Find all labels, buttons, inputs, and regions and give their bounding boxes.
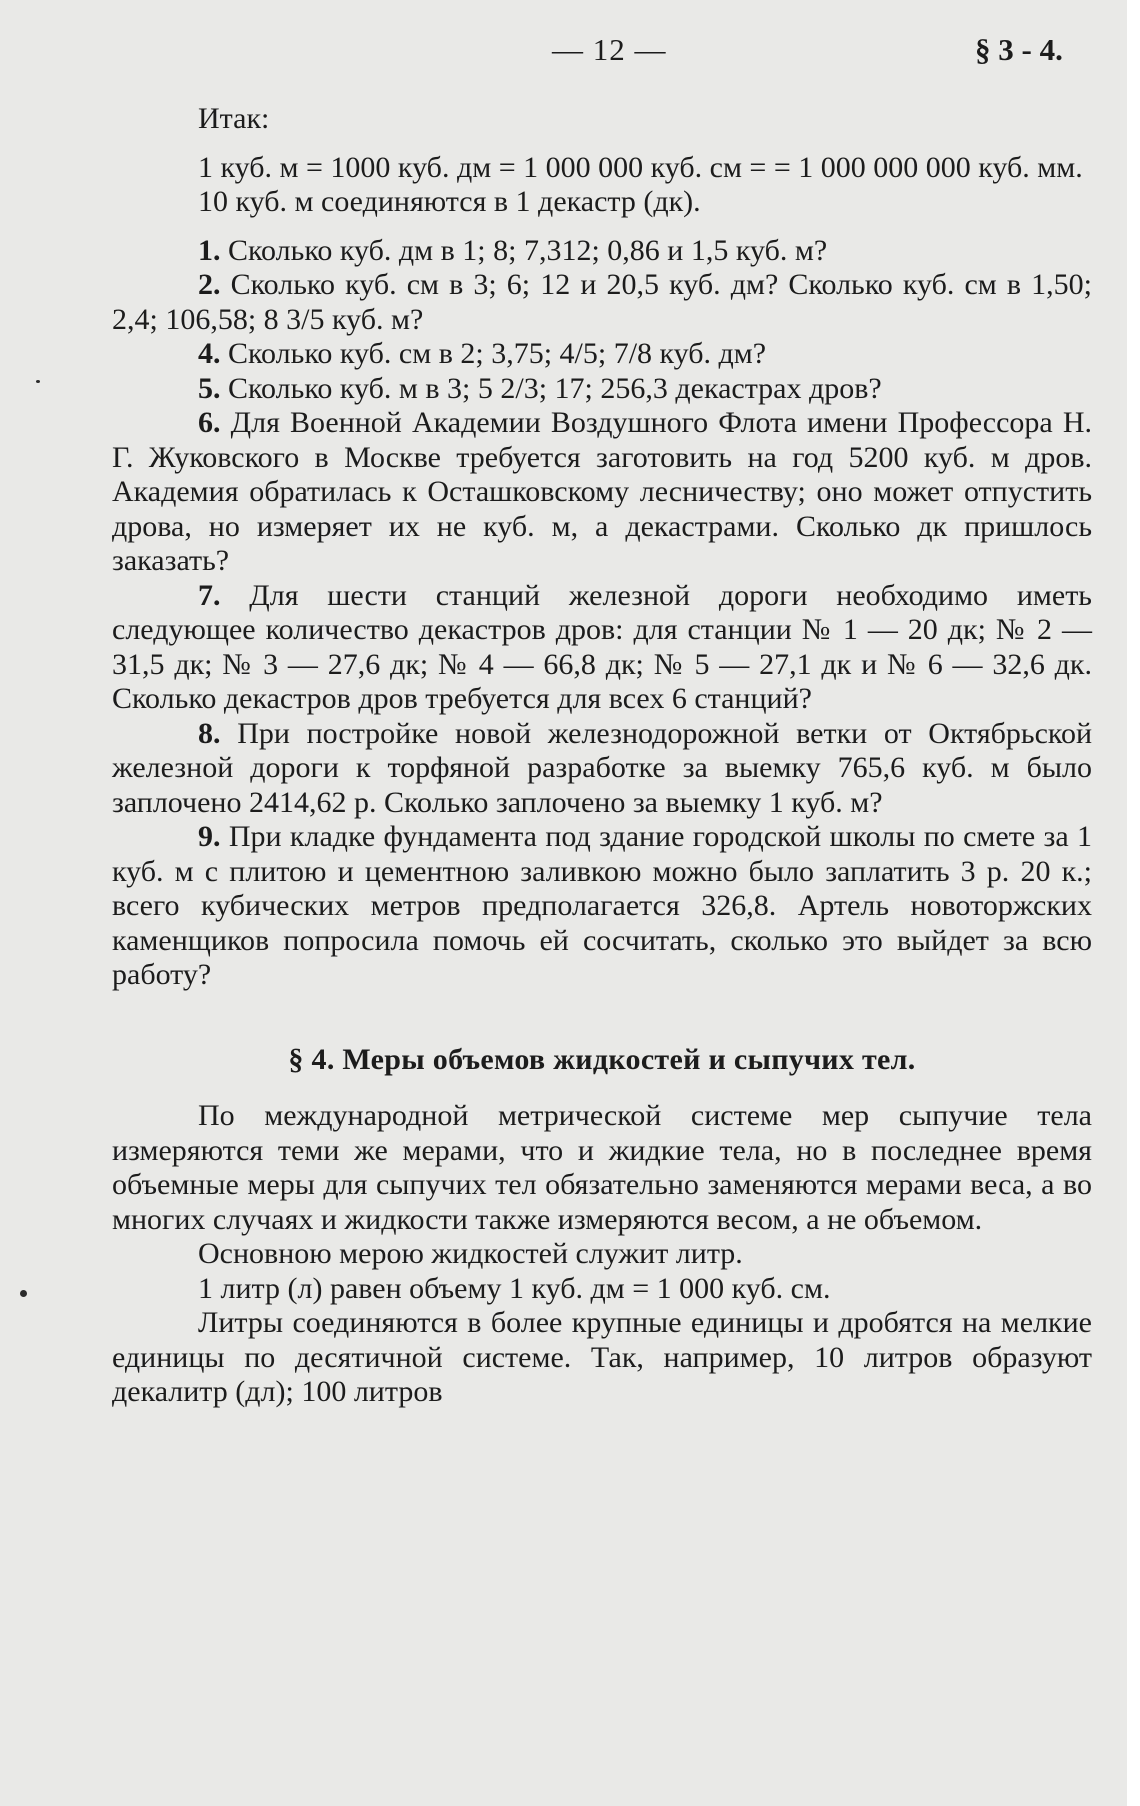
problem-4 [112, 337, 1092, 372]
problem-number: 1. [198, 233, 221, 267]
problem-5 [112, 372, 1092, 407]
problem-text: При кладке фундамента под здание городской школы по смете за 1 куб. м с плитою и цементною заливкою можно было заплатить 3 р. 20 к.; всего кубических метров предполагается 326,8. Артель новоторжских каменщиков попросила помочь ей сосчитать, сколько это выйдет за всю работу? [112, 820, 1092, 991]
problem-text: Сколько куб. см в 3; 6; 12 и 20,5 куб. дм? Сколько куб. см в 1,50; 2,4; 106,58; 8 3/5 куб. м? [112, 268, 1092, 336]
problem-number: 4. [198, 337, 221, 370]
problem-2 [112, 268, 1092, 337]
intro-dekastr: 10 куб. м соединяются в 1 декастр (дк). [198, 185, 701, 218]
problem-text: Сколько куб. см в 2; 3,75; 4/5; 7/8 куб. дм? [228, 337, 767, 370]
problem-1 [112, 234, 1092, 269]
problem-text: При постройке новой железнодорожной ветки от Октябрьской железной дороги к торфяной разработке за выемку 765,6 куб. м было заплочено 2414,62 р. Сколько заплочено за выемку 1 куб. м? [112, 716, 1093, 819]
intro-cubic-conversions: 1 куб. м = 1000 куб. дм = 1 000 000 куб. см = = 1 000 000 000 куб. мм. [198, 150, 1083, 184]
problem-number: 8. [198, 716, 221, 750]
problem-number: 6. [198, 406, 221, 439]
page-number: — 12 — [552, 32, 667, 67]
problem-text: Сколько куб. м в 3; 5 2/3; 17; 256,3 декастрах дров? [228, 371, 882, 405]
page-body [112, 102, 1092, 1410]
page-edge [1127, 0, 1140, 1806]
intro-itak: Итак: [198, 102, 270, 135]
section-paragraph: 1 литр (л) равен объему 1 куб. дм = 1 000 куб. см. [198, 1271, 831, 1305]
section-paragraph: Литры соединяются в более крупные единицы и дробятся на мелкие единицы по десятичной системе. Так, например, 10 литров образуют декалитр (дл); 100 литров [112, 1306, 1092, 1408]
section-paragraph: По международной метрической системе мер сыпучие тела измеряются теми же мерами, что и жидкие тела, но в последнее время объемные меры для сыпучих тел обязательно заменяются мерами веса, а во многих случаях и жидкости также измеряются весом, а не объемом. [112, 1099, 1092, 1236]
problem-text: Сколько куб. дм в 1; 8; 7,312; 0,86 и 1,5 куб. м? [228, 233, 828, 267]
problem-8 [112, 717, 1092, 821]
problem-text: Для Военной Академии Воздушного Флота имени Профессора Н. Г. Жуковского в Москве требуется заготовить на год 5200 куб. м дров. Академия обратилась к Осташковскому лесничеству; оно может отпустить дрова, но измеряет их не куб. м, а декастрами. Сколько дк пришлось заказать? [112, 406, 1093, 577]
problem-number: 2. [198, 268, 221, 301]
ink-spot [36, 380, 40, 383]
ink-spot [20, 1290, 27, 1297]
problem-number: 7. [198, 578, 221, 612]
problem-text: Для шести станций железной дороги необходимо иметь следующее количество декастров дров: для станции № 1 — 20 дк; № 2 — 31,5 дк; № 3 — 27,6 дк; № 4 — 66,8 дк; № 5 — 27,1 дк и № 6 — 32,6 дк. Сколько декастров дров требуется для всех 6 станций? [112, 578, 1092, 715]
problem-number: 5. [198, 371, 221, 405]
section-heading: § 4. Меры объемов жидкостей и сыпучих тел. [288, 1042, 916, 1076]
problem-number: 9. [198, 820, 221, 853]
page-header [0, 32, 1127, 72]
running-section-ref: § 3 - 4. [975, 32, 1063, 67]
problem-9 [112, 820, 1092, 993]
problem-6 [112, 406, 1092, 579]
section-paragraph: Основною мерою жидкостей служит литр. [198, 1237, 743, 1270]
problem-7 [112, 579, 1092, 717]
